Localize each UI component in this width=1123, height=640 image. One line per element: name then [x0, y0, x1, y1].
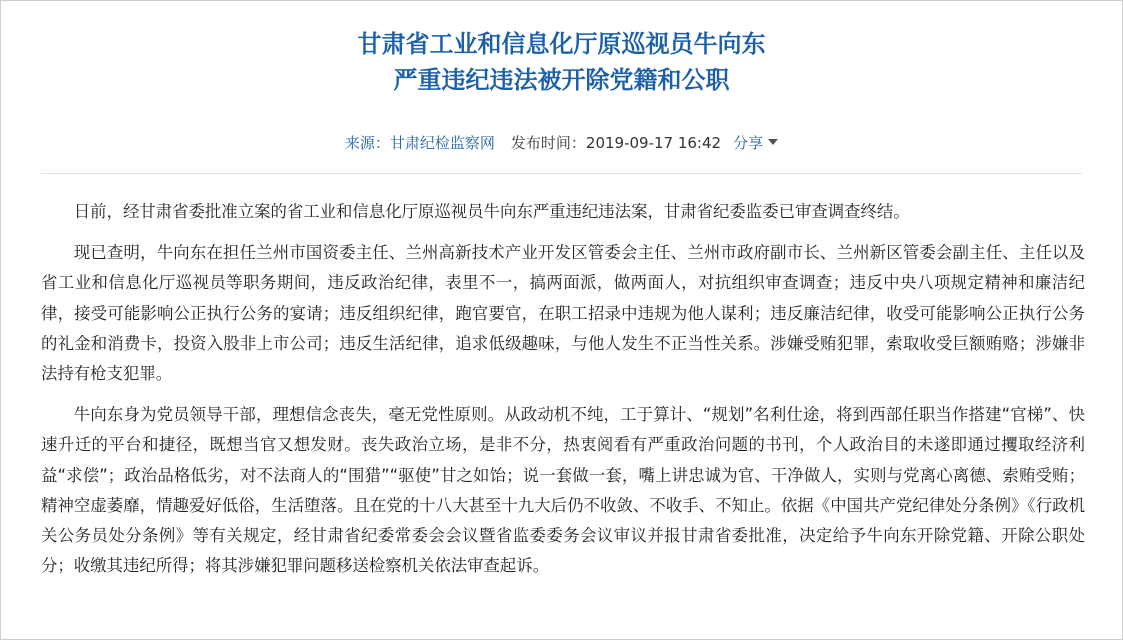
article-meta: [1, 132, 1122, 154]
share-label: 分享: [733, 134, 764, 152]
article-title-line-2: 严重违纪违法被开除党籍和公职: [393, 66, 730, 94]
article-title-line-1: 甘肃省工业和信息化厅原巡视员牛向东: [357, 30, 766, 58]
article-paragraph-1: 日前，经甘肃省委批准立案的省工业和信息化厅原巡视员牛向东严重违纪违法案，甘肃省纪委监委已审查调查终结。: [73, 202, 910, 221]
article-paragraph-2: 现已查明，牛向东在担任兰州市国资委主任、兰州高新技术产业开发区管委会主任、兰州市政府副市长、兰州新区管委会副主任、主任以及省工业和信息化厅巡视员等职务期间，违反政治纪律，表里不一，搞两面派，做两面人，对抗组织审查调查；违反中央八项规定精神和廉洁纪律，接受可能影响公正执行公务的宴请；违反组织纪律，跑官要官，在职工招录中违规为他人谋利；违反廉洁纪律，收受可能影响公正执行公务的礼金和消费卡，投资入股非上市公司；违反生活纪律，追求低级趣味，与他人发生不正当性关系。涉嫌受贿犯罪，索取收受巨额贿赂；涉嫌非法持有枪支犯罪。: [41, 243, 1085, 384]
share-button[interactable]: [733, 132, 778, 154]
article-body: [41, 197, 1085, 592]
article-paragraph-3: 牛向东身为党员领导干部，理想信念丧失，毫无党性原则。从政动机不纯，工于算计、“规划”名利仕途，将到西部任职当作搭建“官梯”、快速升迁的平台和捷径，既想当官又想发财。丧失政治立场，是非不分，热衷阅看有严重政治问题的书刊，个人政治目的未遂即通过攫取经济利益“求偿”；政治品格低劣，对不法商人的“围猎”“驱使”甘之如饴；说一套做一套，嘴上讲忠诚为官、干净做人，实则与党离心离德、索贿受贿；精神空虚萎靡，情趣爱好低俗，生活堕落。且在党的十八大甚至十九大后仍不收敛、不收手、不知止。依据《中国共产党纪律处分条例》《行政机关公务员处分条例》等有关规定，经甘肃省纪委常委会会议暨省监委委务会议审议并报甘肃省委批准，决定给予牛向东开除党籍、开除公职处分；收缴其违纪所得；将其涉嫌犯罪问题移送检察机关依法审查起诉。: [41, 405, 1085, 576]
meta-divider: [41, 173, 1082, 174]
article-publish-time: 发布时间：2019-09-17 16:42: [510, 134, 722, 152]
article-source[interactable]: 来源：甘肃纪检监察网: [344, 134, 495, 152]
caret-down-icon: [768, 139, 778, 145]
